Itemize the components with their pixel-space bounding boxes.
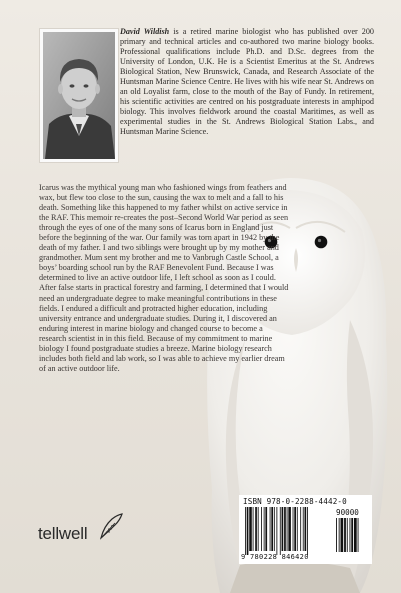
barcode-bar [282, 507, 284, 551]
price-barcode-bar [339, 518, 340, 552]
barcode-bar [274, 507, 275, 551]
barcode-bar [253, 507, 254, 551]
barcode-bar [303, 507, 304, 551]
price-barcode-bar [354, 518, 357, 552]
quill-icon [98, 512, 124, 540]
price-barcode-bar [347, 518, 348, 552]
price-barcode-bar [344, 518, 346, 552]
price-barcode-bar [336, 518, 337, 552]
barcode-bar [307, 507, 308, 555]
barcode-bar [288, 507, 291, 551]
barcode-digits: 9 780228 846420 [241, 553, 309, 561]
isbn-barcode [239, 495, 372, 564]
price-code-label: 90000 [336, 508, 359, 517]
barcode-bar [294, 507, 296, 551]
barcode-bar [287, 507, 288, 551]
barcode-bar [297, 507, 298, 551]
publisher-name: tellwell [38, 524, 88, 543]
isbn-label: ISBN 978-0-2288-4442-0 [243, 497, 347, 506]
publisher-logo [38, 512, 128, 548]
author-bio [120, 27, 374, 138]
price-barcode-bar [341, 518, 344, 552]
barcode-bar [247, 507, 249, 555]
barcode-bar [264, 507, 265, 551]
author-photo [40, 29, 118, 162]
barcode-bar [276, 507, 277, 555]
barcode-bar [284, 507, 286, 551]
book-description: Icarus was the mythical young man who fashioned wings from feathers and wax, but flew too close to the sun, causing the wax to melt and a fall to his death. Something like this happened to my father whilst on active service in the RAF. This memoir re-creates the post–Second World War period as seen through the eyes of one of the many sons of Icarus born in England just before the beginning of the war. Our family was torn apart in 1942 by the death of my father. I and two siblings were brought up by my mother and grandmother. Mum sent my brother and me to Vanbrugh Castle School, a boys’ boarding school run by the RAF Benevolent Fund. Because I was determined to live an active outdoor life, I left school as soon as I could. After false starts in practical forestry and farming, I determined that I would need an undergraduate degree to make meaningful contributions in these fields. I endured a difficult and protracted higher education, including university entrance and undergraduate studies. During it, I discovered an enduring interest in marine biology and changed course to become a research scientist in in this field. Because of my commitment to marine biology I found postgraduate studies a breeze. Marine biology research includes both field and lab work, so I was able to achieve my earlier dream of an active outdoor life. [39, 183, 289, 373]
barcode-bar [271, 507, 273, 551]
barcode-bars [245, 507, 333, 555]
barcode-bar [300, 507, 301, 551]
author-portrait-image [43, 32, 115, 159]
barcode-bar [280, 507, 281, 555]
barcode-bar [293, 507, 294, 551]
barcode-bar [270, 507, 271, 551]
author-name: David Wildish [120, 27, 170, 36]
barcode-bar [255, 507, 257, 551]
barcode-bar [265, 507, 267, 551]
barcode-bar [261, 507, 262, 551]
barcode-bar [245, 507, 246, 555]
barcode-bar [249, 507, 252, 551]
price-barcode-bar [358, 518, 359, 552]
price-barcode-bar [350, 518, 351, 552]
author-bio-text: is a retired marine biologist who has published over 200 primary and technical articles and co-authored two marine biology books. Professional qualifications include Ph.D. and D.Sc. degrees from the University of London, U.K. He is a Scientist Emeritus at the St. Andrews Biological Station, New Brunswick, Canada, and Research Associate of the Huntsman Marine Science Centre. He lives with his wife near St. Andrews on an old Loyalist farm, close to the mouth of the Bay of Fundy. In retirement, his scientific activities are centred on his postgraduate interests in amphipod biology. This involves fieldwork around the coastal Maritimes, as well as experimental studies in the St. Andrews Biological Station Labs., and Huntsman Marine Science. [120, 27, 374, 137]
barcode-bar [305, 507, 307, 551]
price-barcode-bar [351, 518, 353, 552]
barcode-bar [258, 507, 259, 551]
price-barcode-bars [336, 518, 366, 552]
